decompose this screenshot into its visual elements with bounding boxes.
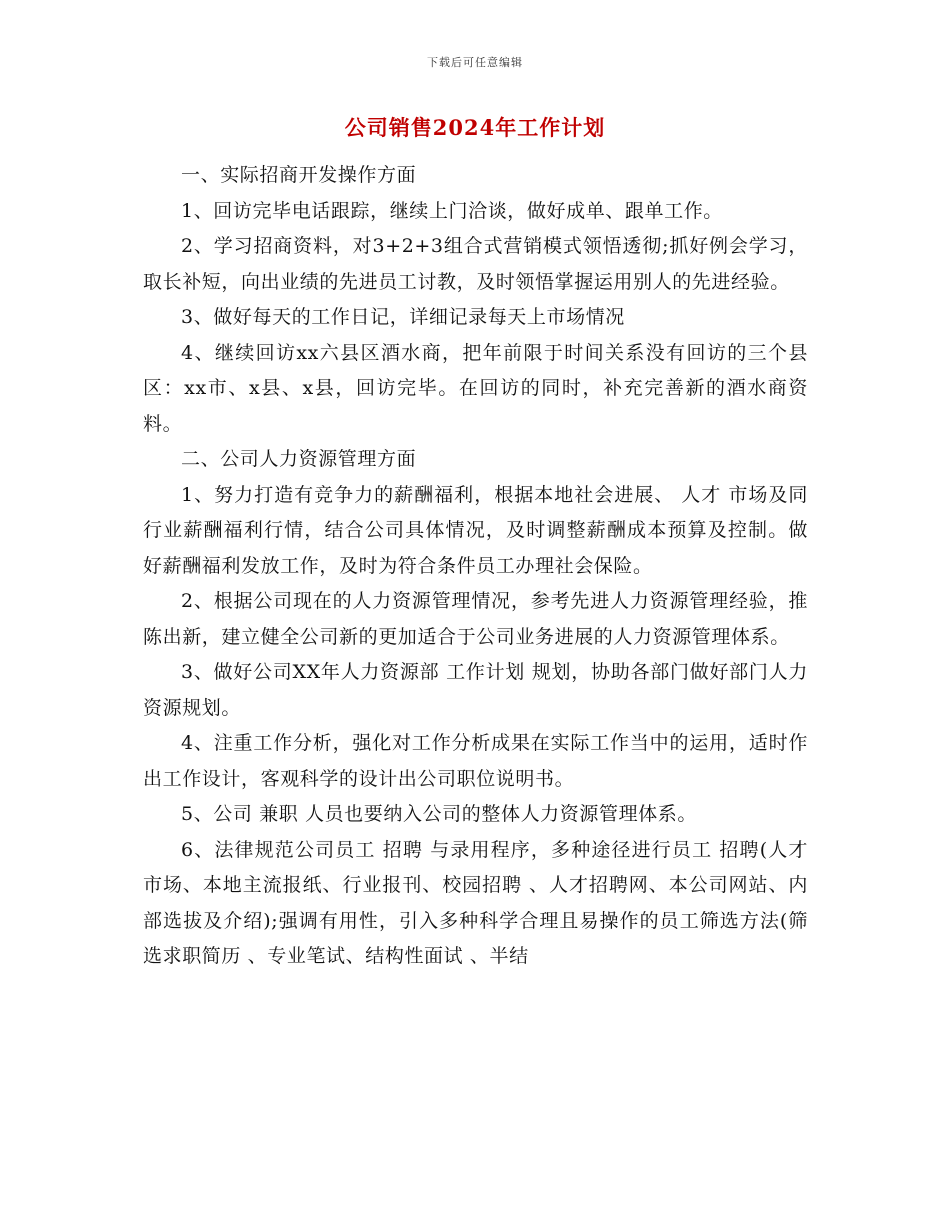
document-body [143,158,808,975]
paragraph: 4、继续回访xx六县区酒水商，把年前限于时间关系没有回访的三个县区：xx市、x县、x县，回访完毕。在回访的同时，补充完善新的酒水商资料。 [143,341,808,435]
paragraph: 2、学习招商资料，对3+2+3组合式营销模式领悟透彻;抓好例会学习，取长补短，向出业绩的先进员工讨教，及时领悟掌握运用别人的先进经验。 [143,235,808,293]
paragraph: 3、做好每天的工作日记，详细记录每天上市场情况 [181,306,625,328]
document-title: 公司销售2024年工作计划 [344,115,606,140]
paragraph: 6、法律规范公司员工 招聘 与录用程序，多种途径进行员工 招聘(人才市场、本地主流报纸、行业报刊、校园招聘 、人才招聘网、本公司网站、内部选拔及介绍);强调有用性，引入多种科学合理且易操作的员工筛选方法(筛选求职简历 、专业笔试、结构性面试 、半结 [143,838,808,967]
paragraph: 4、注重工作分析，强化对工作分析成果在实际工作当中的运用，适时作出工作设计，客观科学的设计出公司职位说明书。 [143,732,808,790]
paragraph: 2、根据公司现在的人力资源管理情况，参考先进人力资源管理经验，推陈出新，建立健全公司新的更加适合于公司业务进展的人力资源管理体系。 [143,590,808,648]
paragraph: 3、做好公司XX年人力资源部 工作计划 规划，协助各部门做好部门人力资源规划。 [143,661,808,719]
section-heading: 一、实际招商开发操作方面 [181,164,417,186]
header-note: 下载后可任意编辑 [427,56,523,69]
section-heading: 二、公司人力资源管理方面 [181,448,417,470]
paragraph: 1、努力打造有竞争力的薪酬福利，根据本地社会进展、 人才 市场及同行业薪酬福利行情，结合公司具体情况，及时调整薪酬成本预算及控制。做好薪酬福利发放工作，及时为符合条件员工办理社会保险。 [143,483,808,577]
paragraph: 1、回访完毕电话跟踪，继续上门洽谈，做好成单、跟单工作。 [181,199,723,222]
paragraph: 5、公司 兼职 人员也要纳入公司的整体人力资源管理体系。 [181,803,697,825]
